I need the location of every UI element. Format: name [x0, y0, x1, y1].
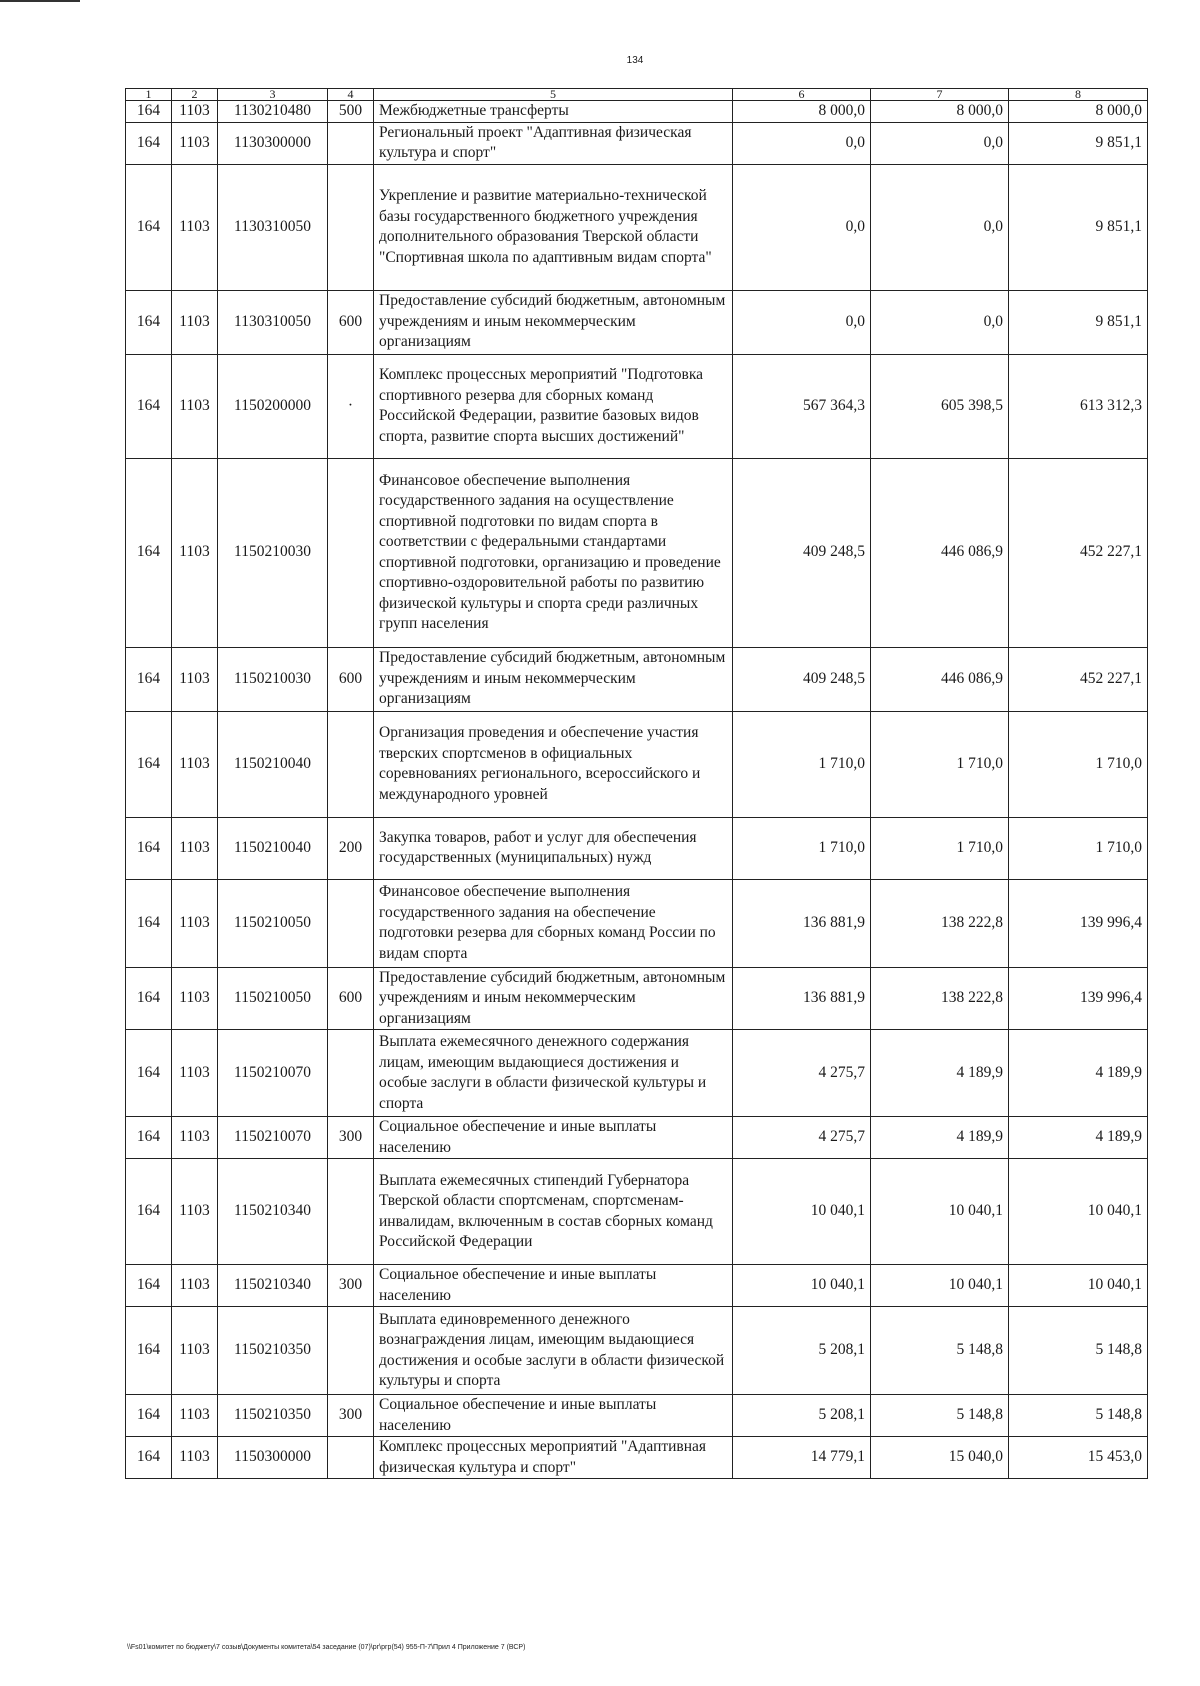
- rzpr-code-cell: 164: [126, 122, 172, 164]
- amount-col8-cell: 1 710,0: [1009, 817, 1148, 879]
- description-cell: Предоставление субсидий бюджетным, автономным учреждениям и иным некоммерческим организациям: [374, 647, 733, 711]
- amount-col6-cell: 1 710,0: [733, 711, 871, 817]
- amount-col8-cell: 4 189,9: [1009, 1030, 1148, 1117]
- description-cell: Выплата единовременного денежного вознаграждения лицам, имеющим выдающиеся достижения и особые заслуги в области физической культуры и спорта: [374, 1307, 733, 1395]
- amount-col8-cell: 10 040,1: [1009, 1265, 1148, 1307]
- rzpr-code-cell: 164: [126, 1395, 172, 1437]
- amount-col8-cell: 9 851,1: [1009, 122, 1148, 164]
- section-code-cell: 1103: [172, 1265, 218, 1307]
- expense-type-cell: [328, 1437, 374, 1479]
- amount-col6-cell: 136 881,9: [733, 967, 871, 1030]
- amount-col8-cell: 452 227,1: [1009, 458, 1148, 647]
- expense-type-cell: 300: [328, 1117, 374, 1159]
- amount-col6-cell: 4 275,7: [733, 1030, 871, 1117]
- rzpr-code-cell: 164: [126, 290, 172, 354]
- rzpr-code-cell: 164: [126, 817, 172, 879]
- table-row: [126, 122, 1148, 164]
- budget-table: [125, 88, 1148, 1479]
- section-code-cell: 1103: [172, 711, 218, 817]
- expense-type-cell: ·: [328, 354, 374, 458]
- rzpr-code-cell: 164: [126, 711, 172, 817]
- column-number-row: [126, 89, 1148, 101]
- section-code-cell: 1103: [172, 290, 218, 354]
- amount-col6-cell: 8 000,0: [733, 101, 871, 123]
- expense-type-cell: [328, 1159, 374, 1265]
- column-number: 4: [328, 89, 374, 101]
- amount-col6-cell: 4 275,7: [733, 1117, 871, 1159]
- amount-col6-cell: 10 040,1: [733, 1159, 871, 1265]
- amount-col7-cell: 5 148,8: [871, 1307, 1009, 1395]
- column-number: 7: [871, 89, 1009, 101]
- amount-col7-cell: 138 222,8: [871, 879, 1009, 967]
- expense-type-cell: [328, 1030, 374, 1117]
- section-code-cell: 1103: [172, 1117, 218, 1159]
- expense-type-cell: [328, 879, 374, 967]
- amount-col7-cell: 446 086,9: [871, 458, 1009, 647]
- column-number: 6: [733, 89, 871, 101]
- section-code-cell: 1103: [172, 647, 218, 711]
- target-article-cell: 1130310050: [218, 164, 328, 290]
- amount-col6-cell: 0,0: [733, 164, 871, 290]
- section-code-cell: 1103: [172, 122, 218, 164]
- amount-col7-cell: 10 040,1: [871, 1159, 1009, 1265]
- target-article-cell: 1150210070: [218, 1117, 328, 1159]
- description-cell: Комплекс процессных мероприятий "Адаптивная физическая культура и спорт": [374, 1437, 733, 1479]
- section-code-cell: 1103: [172, 101, 218, 123]
- rzpr-code-cell: 164: [126, 967, 172, 1030]
- amount-col8-cell: 5 148,8: [1009, 1307, 1148, 1395]
- section-code-cell: 1103: [172, 1307, 218, 1395]
- description-cell: Закупка товаров, работ и услуг для обеспечения государственных (муниципальных) нужд: [374, 817, 733, 879]
- rzpr-code-cell: 164: [126, 101, 172, 123]
- amount-col8-cell: 613 312,3: [1009, 354, 1148, 458]
- target-article-cell: 1130310050: [218, 290, 328, 354]
- description-cell: Региональный проект "Адаптивная физическая культура и спорт": [374, 122, 733, 164]
- amount-col6-cell: 1 710,0: [733, 817, 871, 879]
- scan-corner-mark: [0, 0, 80, 2]
- description-cell: Комплекс процессных мероприятий "Подготовка спортивного резерва для сборных команд Российской Федерации, развитие базовых видов спорта, развитие спорта высших достижений": [374, 354, 733, 458]
- description-cell: Предоставление субсидий бюджетным, автономным учреждениям и иным некоммерческим организациям: [374, 290, 733, 354]
- target-article-cell: 1130300000: [218, 122, 328, 164]
- amount-col8-cell: 8 000,0: [1009, 101, 1148, 123]
- table-row: [126, 879, 1148, 967]
- table-row: [126, 967, 1148, 1030]
- description-cell: Укрепление и развитие материально-технической базы государственного бюджетного учреждения дополнительного образования Тверской области "Спортивная школа по адаптивным видам спорта": [374, 164, 733, 290]
- rzpr-code-cell: 164: [126, 1265, 172, 1307]
- description-cell: Финансовое обеспечение выполнения государственного задания на осуществление спортивной подготовки по видам спорта в соответствии с федеральными стандартами спортивной подготовки, организацию и проведение спортивно-оздоровительной работы по развитию физической культуры и спорта среди различных групп населения: [374, 458, 733, 647]
- amount-col8-cell: 139 996,4: [1009, 967, 1148, 1030]
- amount-col7-cell: 0,0: [871, 290, 1009, 354]
- target-article-cell: 1150300000: [218, 1437, 328, 1479]
- description-cell: Предоставление субсидий бюджетным, автономным учреждениям и иным некоммерческим организациям: [374, 967, 733, 1030]
- expense-type-cell: 300: [328, 1395, 374, 1437]
- table-row: [126, 711, 1148, 817]
- column-number: 2: [172, 89, 218, 101]
- amount-col6-cell: 5 208,1: [733, 1395, 871, 1437]
- amount-col8-cell: 139 996,4: [1009, 879, 1148, 967]
- expense-type-cell: [328, 122, 374, 164]
- amount-col8-cell: 9 851,1: [1009, 164, 1148, 290]
- amount-col6-cell: 0,0: [733, 122, 871, 164]
- table-row: [126, 1117, 1148, 1159]
- table-row: [126, 164, 1148, 290]
- expense-type-cell: 500: [328, 101, 374, 123]
- table-row: [126, 1395, 1148, 1437]
- expense-type-cell: [328, 1307, 374, 1395]
- description-cell: Организация проведения и обеспечение участия тверских спортсменов в официальных соревнованиях регионального, всероссийского и международного уровней: [374, 711, 733, 817]
- target-article-cell: 1150200000: [218, 354, 328, 458]
- table-row: [126, 101, 1148, 123]
- amount-col7-cell: 138 222,8: [871, 967, 1009, 1030]
- amount-col7-cell: 0,0: [871, 164, 1009, 290]
- table-row: [126, 458, 1148, 647]
- amount-col6-cell: 567 364,3: [733, 354, 871, 458]
- description-cell: Выплата ежемесячного денежного содержания лицам, имеющим выдающиеся достижения и особые заслуги в области физической культуры и спорта: [374, 1030, 733, 1117]
- description-cell: Выплата ежемесячных стипендий Губернатора Тверской области спортсменам, спортсменам-инвалидам, включенным в состав сборных команд Российской Федерации: [374, 1159, 733, 1265]
- amount-col7-cell: 5 148,8: [871, 1395, 1009, 1437]
- target-article-cell: 1150210350: [218, 1395, 328, 1437]
- amount-col8-cell: 9 851,1: [1009, 290, 1148, 354]
- rzpr-code-cell: 164: [126, 879, 172, 967]
- amount-col6-cell: 5 208,1: [733, 1307, 871, 1395]
- expense-type-cell: 600: [328, 290, 374, 354]
- section-code-cell: 1103: [172, 879, 218, 967]
- target-article-cell: 1150210050: [218, 967, 328, 1030]
- rzpr-code-cell: 164: [126, 1030, 172, 1117]
- table-row: [126, 817, 1148, 879]
- description-cell: Социальное обеспечение и иные выплаты населению: [374, 1395, 733, 1437]
- amount-col6-cell: 409 248,5: [733, 458, 871, 647]
- target-article-cell: 1150210040: [218, 711, 328, 817]
- amount-col6-cell: 10 040,1: [733, 1265, 871, 1307]
- expense-type-cell: [328, 164, 374, 290]
- expense-type-cell: 600: [328, 967, 374, 1030]
- amount-col8-cell: 4 189,9: [1009, 1117, 1148, 1159]
- amount-col8-cell: 452 227,1: [1009, 647, 1148, 711]
- amount-col7-cell: 1 710,0: [871, 711, 1009, 817]
- target-article-cell: 1150210030: [218, 647, 328, 711]
- description-cell: Финансовое обеспечение выполнения государственного задания на обеспечение подготовки резерва для сборных команд России по видам спорта: [374, 879, 733, 967]
- amount-col7-cell: 446 086,9: [871, 647, 1009, 711]
- amount-col8-cell: 15 453,0: [1009, 1437, 1148, 1479]
- table-row: [126, 1030, 1148, 1117]
- amount-col8-cell: 10 040,1: [1009, 1159, 1148, 1265]
- amount-col7-cell: 8 000,0: [871, 101, 1009, 123]
- amount-col6-cell: 136 881,9: [733, 879, 871, 967]
- section-code-cell: 1103: [172, 164, 218, 290]
- table-row: [126, 1265, 1148, 1307]
- description-cell: Межбюджетные трансферты: [374, 101, 733, 123]
- rzpr-code-cell: 164: [126, 354, 172, 458]
- amount-col7-cell: 15 040,0: [871, 1437, 1009, 1479]
- rzpr-code-cell: 164: [126, 1117, 172, 1159]
- section-code-cell: 1103: [172, 1159, 218, 1265]
- section-code-cell: 1103: [172, 354, 218, 458]
- amount-col7-cell: 4 189,9: [871, 1117, 1009, 1159]
- table-row: [126, 647, 1148, 711]
- target-article-cell: 1130210480: [218, 101, 328, 123]
- amount-col7-cell: 10 040,1: [871, 1265, 1009, 1307]
- column-number: 3: [218, 89, 328, 101]
- amount-col6-cell: 409 248,5: [733, 647, 871, 711]
- target-article-cell: 1150210050: [218, 879, 328, 967]
- amount-col6-cell: 14 779,1: [733, 1437, 871, 1479]
- rzpr-code-cell: 164: [126, 458, 172, 647]
- target-article-cell: 1150210350: [218, 1307, 328, 1395]
- section-code-cell: 1103: [172, 967, 218, 1030]
- table-row: [126, 290, 1148, 354]
- rzpr-code-cell: 164: [126, 647, 172, 711]
- amount-col6-cell: 0,0: [733, 290, 871, 354]
- amount-col7-cell: 0,0: [871, 122, 1009, 164]
- expense-type-cell: [328, 458, 374, 647]
- target-article-cell: 1150210340: [218, 1265, 328, 1307]
- target-article-cell: 1150210070: [218, 1030, 328, 1117]
- column-number: 8: [1009, 89, 1148, 101]
- footer-file-path: \\Fs01\комитет по бюджету\7 созыв\Документы комитета\54 заседание (07)\рг\ргр(54) 955-П-7\Прил 4 Приложение 7 (ВСР): [127, 1644, 526, 1651]
- expense-type-cell: 300: [328, 1265, 374, 1307]
- section-code-cell: 1103: [172, 1437, 218, 1479]
- rzpr-code-cell: 164: [126, 1159, 172, 1265]
- rzpr-code-cell: 164: [126, 1307, 172, 1395]
- expense-type-cell: 200: [328, 817, 374, 879]
- section-code-cell: 1103: [172, 458, 218, 647]
- description-cell: Социальное обеспечение и иные выплаты населению: [374, 1117, 733, 1159]
- amount-col8-cell: 1 710,0: [1009, 711, 1148, 817]
- section-code-cell: 1103: [172, 1395, 218, 1437]
- target-article-cell: 1150210040: [218, 817, 328, 879]
- rzpr-code-cell: 164: [126, 1437, 172, 1479]
- target-article-cell: 1150210030: [218, 458, 328, 647]
- table-row: [126, 1159, 1148, 1265]
- table-row: [126, 1307, 1148, 1395]
- table-row: [126, 354, 1148, 458]
- expense-type-cell: [328, 711, 374, 817]
- rzpr-code-cell: 164: [126, 164, 172, 290]
- section-code-cell: 1103: [172, 817, 218, 879]
- amount-col7-cell: 1 710,0: [871, 817, 1009, 879]
- section-code-cell: 1103: [172, 1030, 218, 1117]
- amount-col7-cell: 4 189,9: [871, 1030, 1009, 1117]
- description-cell: Социальное обеспечение и иные выплаты населению: [374, 1265, 733, 1307]
- table-body: [126, 89, 1148, 1479]
- amount-col7-cell: 605 398,5: [871, 354, 1009, 458]
- target-article-cell: 1150210340: [218, 1159, 328, 1265]
- page-number: 134: [626, 55, 644, 66]
- column-number: 1: [126, 89, 172, 101]
- table-row: [126, 1437, 1148, 1479]
- amount-col8-cell: 5 148,8: [1009, 1395, 1148, 1437]
- column-number: 5: [374, 89, 733, 101]
- expense-type-cell: 600: [328, 647, 374, 711]
